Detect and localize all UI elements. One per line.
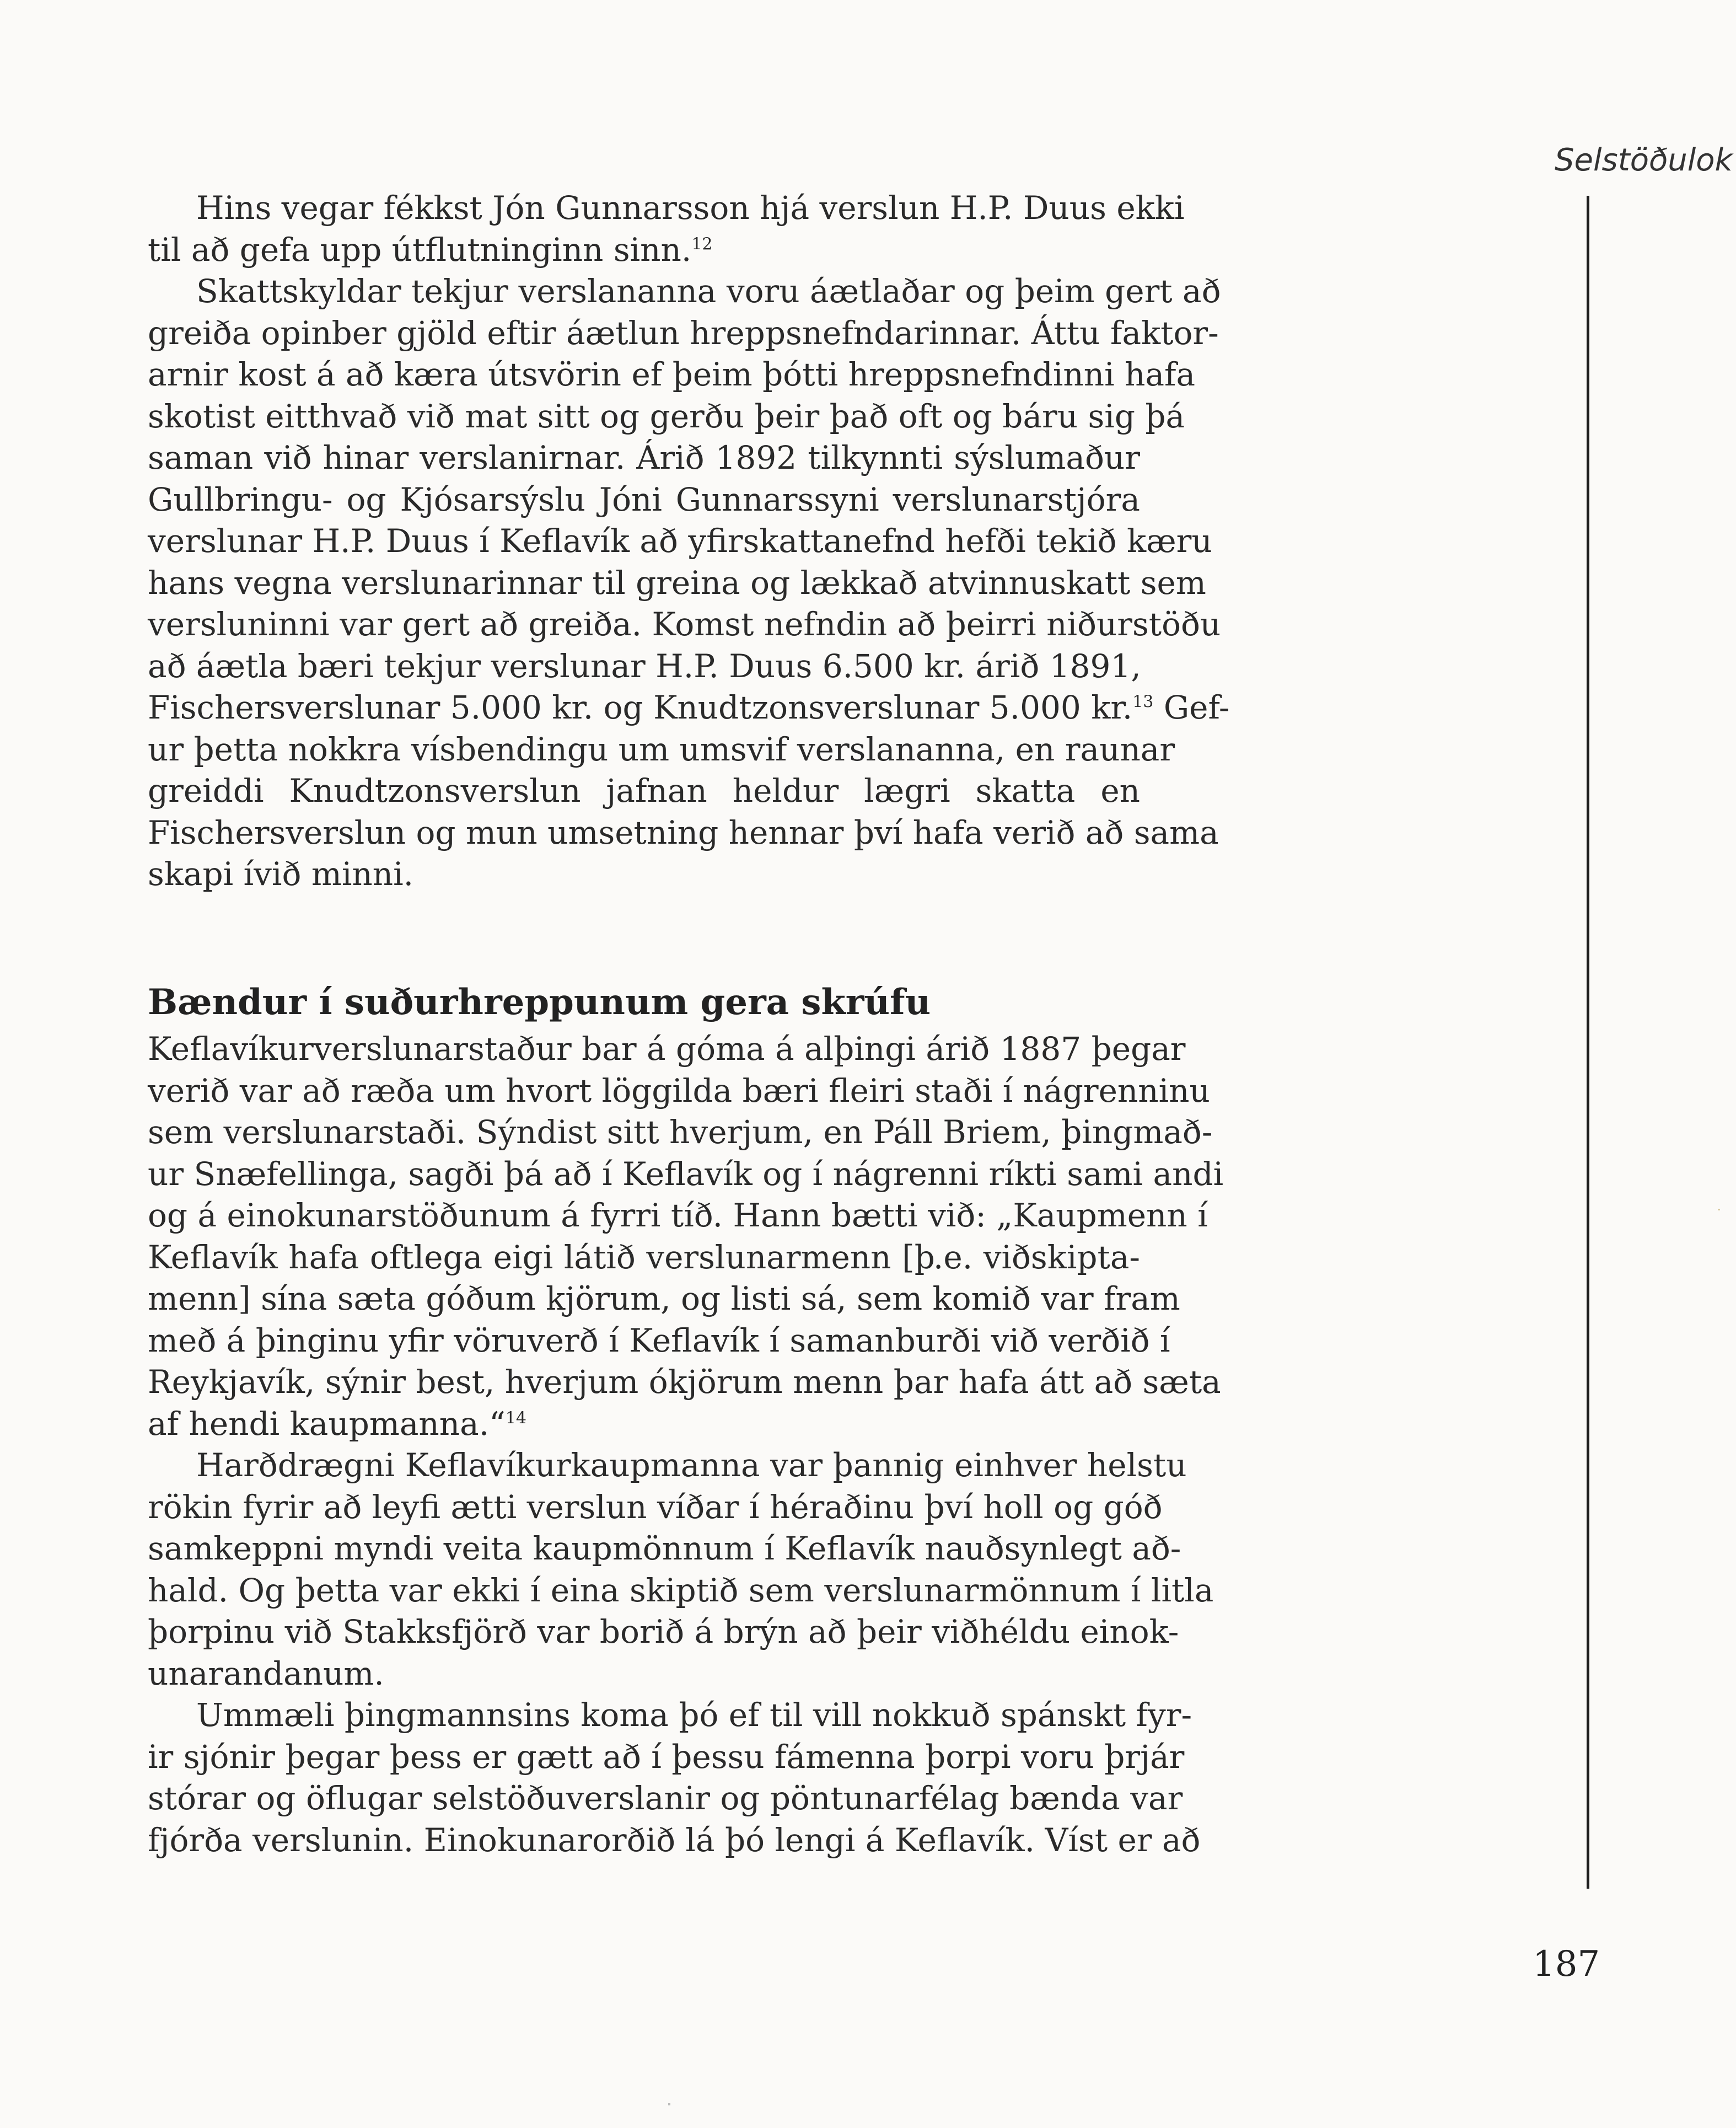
text-line [148,1320,1170,1362]
text-line [148,562,1206,604]
text-line [148,313,1219,355]
line-text: menn] sína sæta góðum kjörum, og listi sá, sem komið var fram [148,1280,1180,1317]
text-line [148,1528,1181,1570]
text-line [148,1820,1201,1862]
line-text: ir sjónir þegar þess er gætt að í þessu fámenna þorpi voru þrjár [148,1738,1185,1776]
scan-speck [668,2103,670,2105]
running-header: Selstöðulok [1555,142,1733,178]
text-line [148,1445,1187,1487]
line-text: saman við hinar verslanirnar. Árið 1892 tilkynnti sýslumaður [148,439,1140,476]
text-line [148,770,1140,812]
line-text: fjórða verslunin. Einokunarorðið lá þó lengi á Keflavík. Víst er að [148,1821,1201,1859]
footnote-ref: 13 [1132,692,1154,712]
line-text: Gullbringu- og Kjósarsýslu Jóni Gunnarssyni verslunarstjóra [148,480,1140,518]
footnote-ref: 14 [505,1408,526,1428]
text-line [148,854,1140,896]
line-text: greiddi Knudtzonsverslun jafnan heldur lægri skatta en [148,772,1140,810]
section-heading: Bændur í suðurhreppunum gera skrúfu [148,982,931,1023]
line-text: hans vegna verslunarinnar til greina og lækkað atvinnuskatt sem [148,564,1206,602]
line-text: skapi ívið minni. [148,855,414,893]
text-line [148,1028,1186,1070]
line-text: samkeppni myndi veita kaupmönnum í Keflavík nauðsynlegt að- [148,1530,1181,1567]
line-text: Reykjavík, sýnir best, hverjum ókjörum menn þar hafa átt að sæta [148,1363,1221,1401]
line-text: unarandanum. [148,1654,384,1692]
page-number: 187 [1533,1944,1600,1985]
line-text: Fischersverslunar 5.000 kr. og Knudtzonsverslunar 5.000 kr. [148,689,1133,726]
text-line [148,1070,1210,1112]
line-text: Fischersverslun og mun umsetning hennar því hafa verið að sama [148,813,1219,851]
line-text: verið var að ræða um hvort löggilda bæri fleiri staði í nágrenninu [148,1071,1210,1109]
text-line [148,1778,1183,1820]
line-text: ur Snæfellinga, sagði þá að í Keflavík og í nágrenni ríkti sami andi [148,1155,1224,1193]
line-text: skotist eitthvað við mat sitt og gerðu þeir það oft og báru sig þá [148,397,1185,435]
line-text: Keflavík hafa oftlega eigi látið verslunarmenn [þ.e. viðskipta- [148,1238,1140,1276]
text-line [148,729,1175,771]
text-line [148,437,1140,479]
line-text: ur þetta nokkra vísbendingu um umsvif verslananna, en raunar [148,730,1175,768]
text-line [148,396,1185,438]
line-text-after: Gef- [1153,689,1230,726]
text-block-2 [148,1028,1224,1861]
line-text: stórar og öflugar selstöðuverslanir og pöntunarfélag bænda var [148,1779,1183,1817]
text-line [148,1695,1192,1736]
line-text: Skattskyldar tekjur verslananna voru áætlaðar og þeim gert að [196,272,1221,310]
text-line [148,646,1140,688]
line-text: verslunar H.P. Duus í Keflavík að yfirskattanefnd hefði tekið kæru [148,522,1212,560]
line-text: Keflavíkurverslunarstaður bar á góma á alþingi árið 1887 þegar [148,1030,1186,1068]
line-text: Hins vegar fékkst Jón Gunnarsson hjá verslun H.P. Duus ekki [196,189,1185,227]
line-text: sem verslunarstaði. Sýndist sitt hverjum, en Páll Briem, þingmað- [148,1113,1213,1151]
text-line [148,1112,1213,1154]
text-line [148,1570,1214,1612]
text-line [148,1278,1180,1320]
text-line [148,521,1212,562]
text-line [148,1736,1185,1778]
text-line [148,1362,1221,1403]
text-line [148,1487,1163,1529]
text-block-1 [148,187,1230,896]
line-text: Harðdrægni Keflavíkurkaupmanna var þannig einhver helstu [196,1446,1187,1484]
line-text: að áætla bæri tekjur verslunar H.P. Duus 6.500 kr. árið 1891, [148,647,1141,685]
text-line [148,479,1140,521]
text-line [148,1195,1208,1237]
text-line [148,354,1196,396]
line-text: rökin fyrir að leyfi ætti verslun víðar í héraðinu því holl og góð [148,1488,1163,1526]
line-text: af hendi kaupmanna.“ [148,1405,506,1443]
text-line [148,1611,1179,1653]
text-line [148,604,1221,646]
scan-speck [1718,1209,1720,1210]
text-line [148,271,1221,313]
line-text: með á þinginu yfir vöruverð í Keflavík í samanburði við verðið í [148,1321,1170,1359]
text-line [148,1653,1140,1695]
line-text: og á einokunarstöðunum á fyrri tíð. Hann bætti við: „Kaupmenn í [148,1197,1208,1234]
footnote-ref: 12 [691,234,713,254]
text-line [148,187,1185,229]
line-text: til að gefa upp útflutninginn sinn. [148,231,692,269]
line-text: Ummæli þingmannsins koma þó ef til vill nokkuð spánskt fyr- [196,1696,1192,1734]
text-line [148,812,1219,854]
text-line [148,1237,1140,1279]
line-text: greiða opinber gjöld eftir áætlun hreppsnefndarinnar. Áttu faktor- [148,314,1219,352]
text-line [148,1154,1224,1196]
line-text: hald. Og þetta var ekki í eina skiptið sem verslunarmönnum í litla [148,1571,1214,1609]
line-text: arnir kost á að kæra útsvörin ef þeim þótti hreppsnefndinni hafa [148,356,1196,393]
text-line [148,229,1140,271]
text-line [148,1403,1140,1445]
line-text: þorpinu við Stakksfjörð var borið á brýn að þeir viðhéldu einok- [148,1613,1179,1650]
vertical-rule [1587,196,1589,1889]
text-line [148,687,1230,729]
line-text: versluninni var gert að greiða. Komst nefndin að þeirri niðurstöðu [148,605,1221,643]
